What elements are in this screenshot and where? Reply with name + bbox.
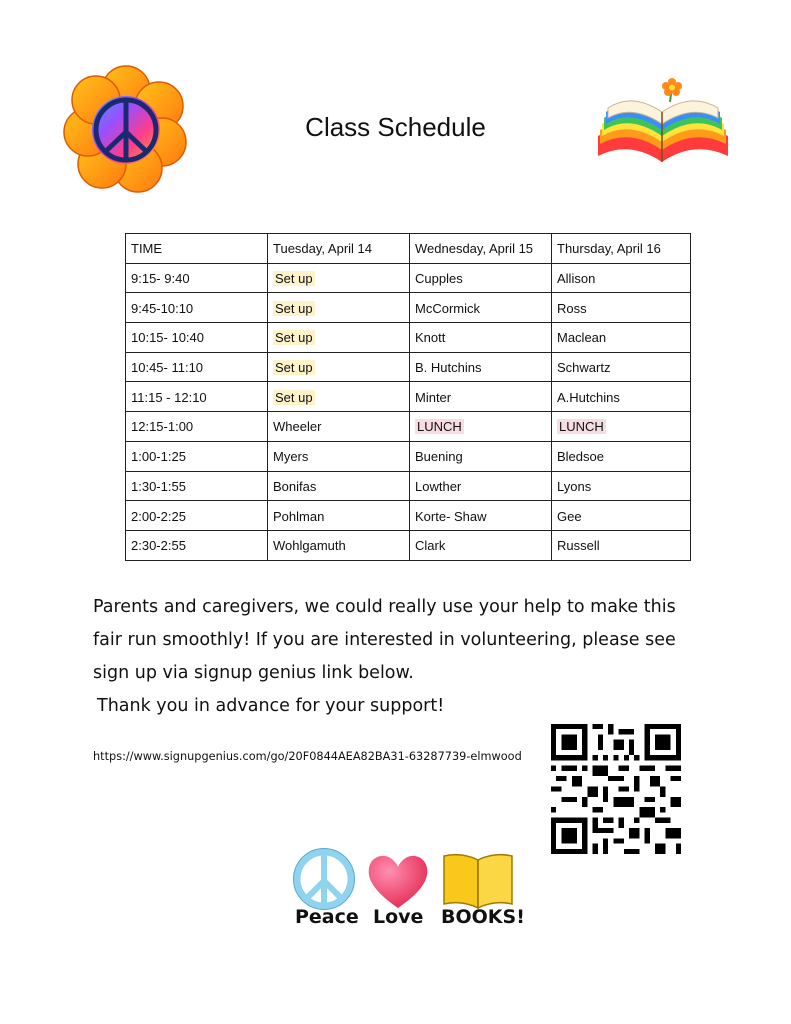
table-row xyxy=(126,471,691,501)
table-row xyxy=(126,441,691,471)
love-caption: Love xyxy=(373,906,424,928)
open-book-icon xyxy=(440,850,516,912)
thank-you-text: Thank you in advance for your support! xyxy=(97,696,445,716)
tuesday-cell xyxy=(268,382,410,412)
time-cell: 9:15- 9:40 xyxy=(126,263,268,293)
header-tuesday: Tuesday, April 14 xyxy=(268,234,410,264)
time-cell: 10:15- 10:40 xyxy=(126,323,268,353)
wednesday-cell: Korte- Shaw xyxy=(410,501,552,531)
wednesday-cell: Knott xyxy=(410,323,552,353)
table-row xyxy=(126,501,691,531)
table-row xyxy=(126,352,691,382)
tuesday-cell: Bonifas xyxy=(268,471,410,501)
qr-code-icon[interactable] xyxy=(551,724,681,854)
time-cell: 2:00-2:25 xyxy=(126,501,268,531)
page-title: Class Schedule xyxy=(305,112,486,142)
table-row xyxy=(126,382,691,412)
time-cell: 1:00-1:25 xyxy=(126,441,268,471)
thursday-cell: Lyons xyxy=(552,471,691,501)
thursday-cell: Gee xyxy=(552,501,691,531)
time-cell: 9:45-10:10 xyxy=(126,293,268,323)
schedule-table xyxy=(125,233,691,561)
header-wednesday: Wednesday, April 15 xyxy=(410,234,552,264)
table-header-row xyxy=(126,234,691,264)
wednesday-cell: Cupples xyxy=(410,263,552,293)
header-time: TIME xyxy=(126,234,268,264)
tuesday-cell: Wohlgamuth xyxy=(268,530,410,560)
tuesday-cell: Pohlman xyxy=(268,501,410,531)
time-cell: 10:45- 11:10 xyxy=(126,352,268,382)
time-cell: 12:15-1:00 xyxy=(126,412,268,442)
tuesday-cell xyxy=(268,323,410,353)
thursday-cell: Bledsoe xyxy=(552,441,691,471)
thursday-cell xyxy=(552,412,691,442)
tuesday-cell xyxy=(268,263,410,293)
setup-highlight: Set up xyxy=(275,330,313,346)
wednesday-cell: Buening xyxy=(410,441,552,471)
thursday-cell: Allison xyxy=(552,263,691,293)
thursday-cell: Ross xyxy=(552,293,691,323)
tuesday-cell xyxy=(268,293,410,323)
wednesday-cell: Clark xyxy=(410,530,552,560)
setup-highlight: Set up xyxy=(275,389,313,405)
thursday-cell: Schwartz xyxy=(552,352,691,382)
lunch-highlight: LUNCH xyxy=(559,419,604,435)
wednesday-cell: McCormick xyxy=(410,293,552,323)
time-cell: 2:30-2:55 xyxy=(126,530,268,560)
lunch-highlight: LUNCH xyxy=(417,419,462,435)
peace-sign-icon xyxy=(293,848,355,910)
wednesday-cell: B. Hutchins xyxy=(410,352,552,382)
table-row xyxy=(126,323,691,353)
heart-icon xyxy=(365,850,431,912)
table-row xyxy=(126,530,691,560)
setup-highlight: Set up xyxy=(275,360,313,376)
setup-highlight: Set up xyxy=(275,271,313,287)
wednesday-cell: Minter xyxy=(410,382,552,412)
header-thursday: Thursday, April 16 xyxy=(552,234,691,264)
wednesday-cell xyxy=(410,412,552,442)
books-caption: BOOKS! xyxy=(441,906,525,928)
wednesday-cell: Lowther xyxy=(410,471,552,501)
message-line: Parents and caregivers, we could really use your help to make this xyxy=(93,597,676,617)
peace-caption: Peace xyxy=(295,906,359,928)
volunteer-message xyxy=(93,591,713,690)
tuesday-cell xyxy=(268,352,410,382)
rainbow-book-icon xyxy=(590,78,735,170)
time-cell: 1:30-1:55 xyxy=(126,471,268,501)
message-line: sign up via signup genius link below. xyxy=(93,663,414,683)
message-line: fair run smoothly! If you are interested in volunteering, please see xyxy=(93,630,676,650)
signup-link[interactable]: https://www.signupgenius.com/go/20F0844AEA82BA31-63287739-elmwood xyxy=(93,750,522,763)
table-row xyxy=(126,412,691,442)
table-row xyxy=(126,263,691,293)
time-cell: 11:15 - 12:10 xyxy=(126,382,268,412)
thursday-cell: Maclean xyxy=(552,323,691,353)
thursday-cell: A.Hutchins xyxy=(552,382,691,412)
table-row xyxy=(126,293,691,323)
tuesday-cell: Wheeler xyxy=(268,412,410,442)
setup-highlight: Set up xyxy=(275,300,313,316)
tuesday-cell: Myers xyxy=(268,441,410,471)
thursday-cell: Russell xyxy=(552,530,691,560)
